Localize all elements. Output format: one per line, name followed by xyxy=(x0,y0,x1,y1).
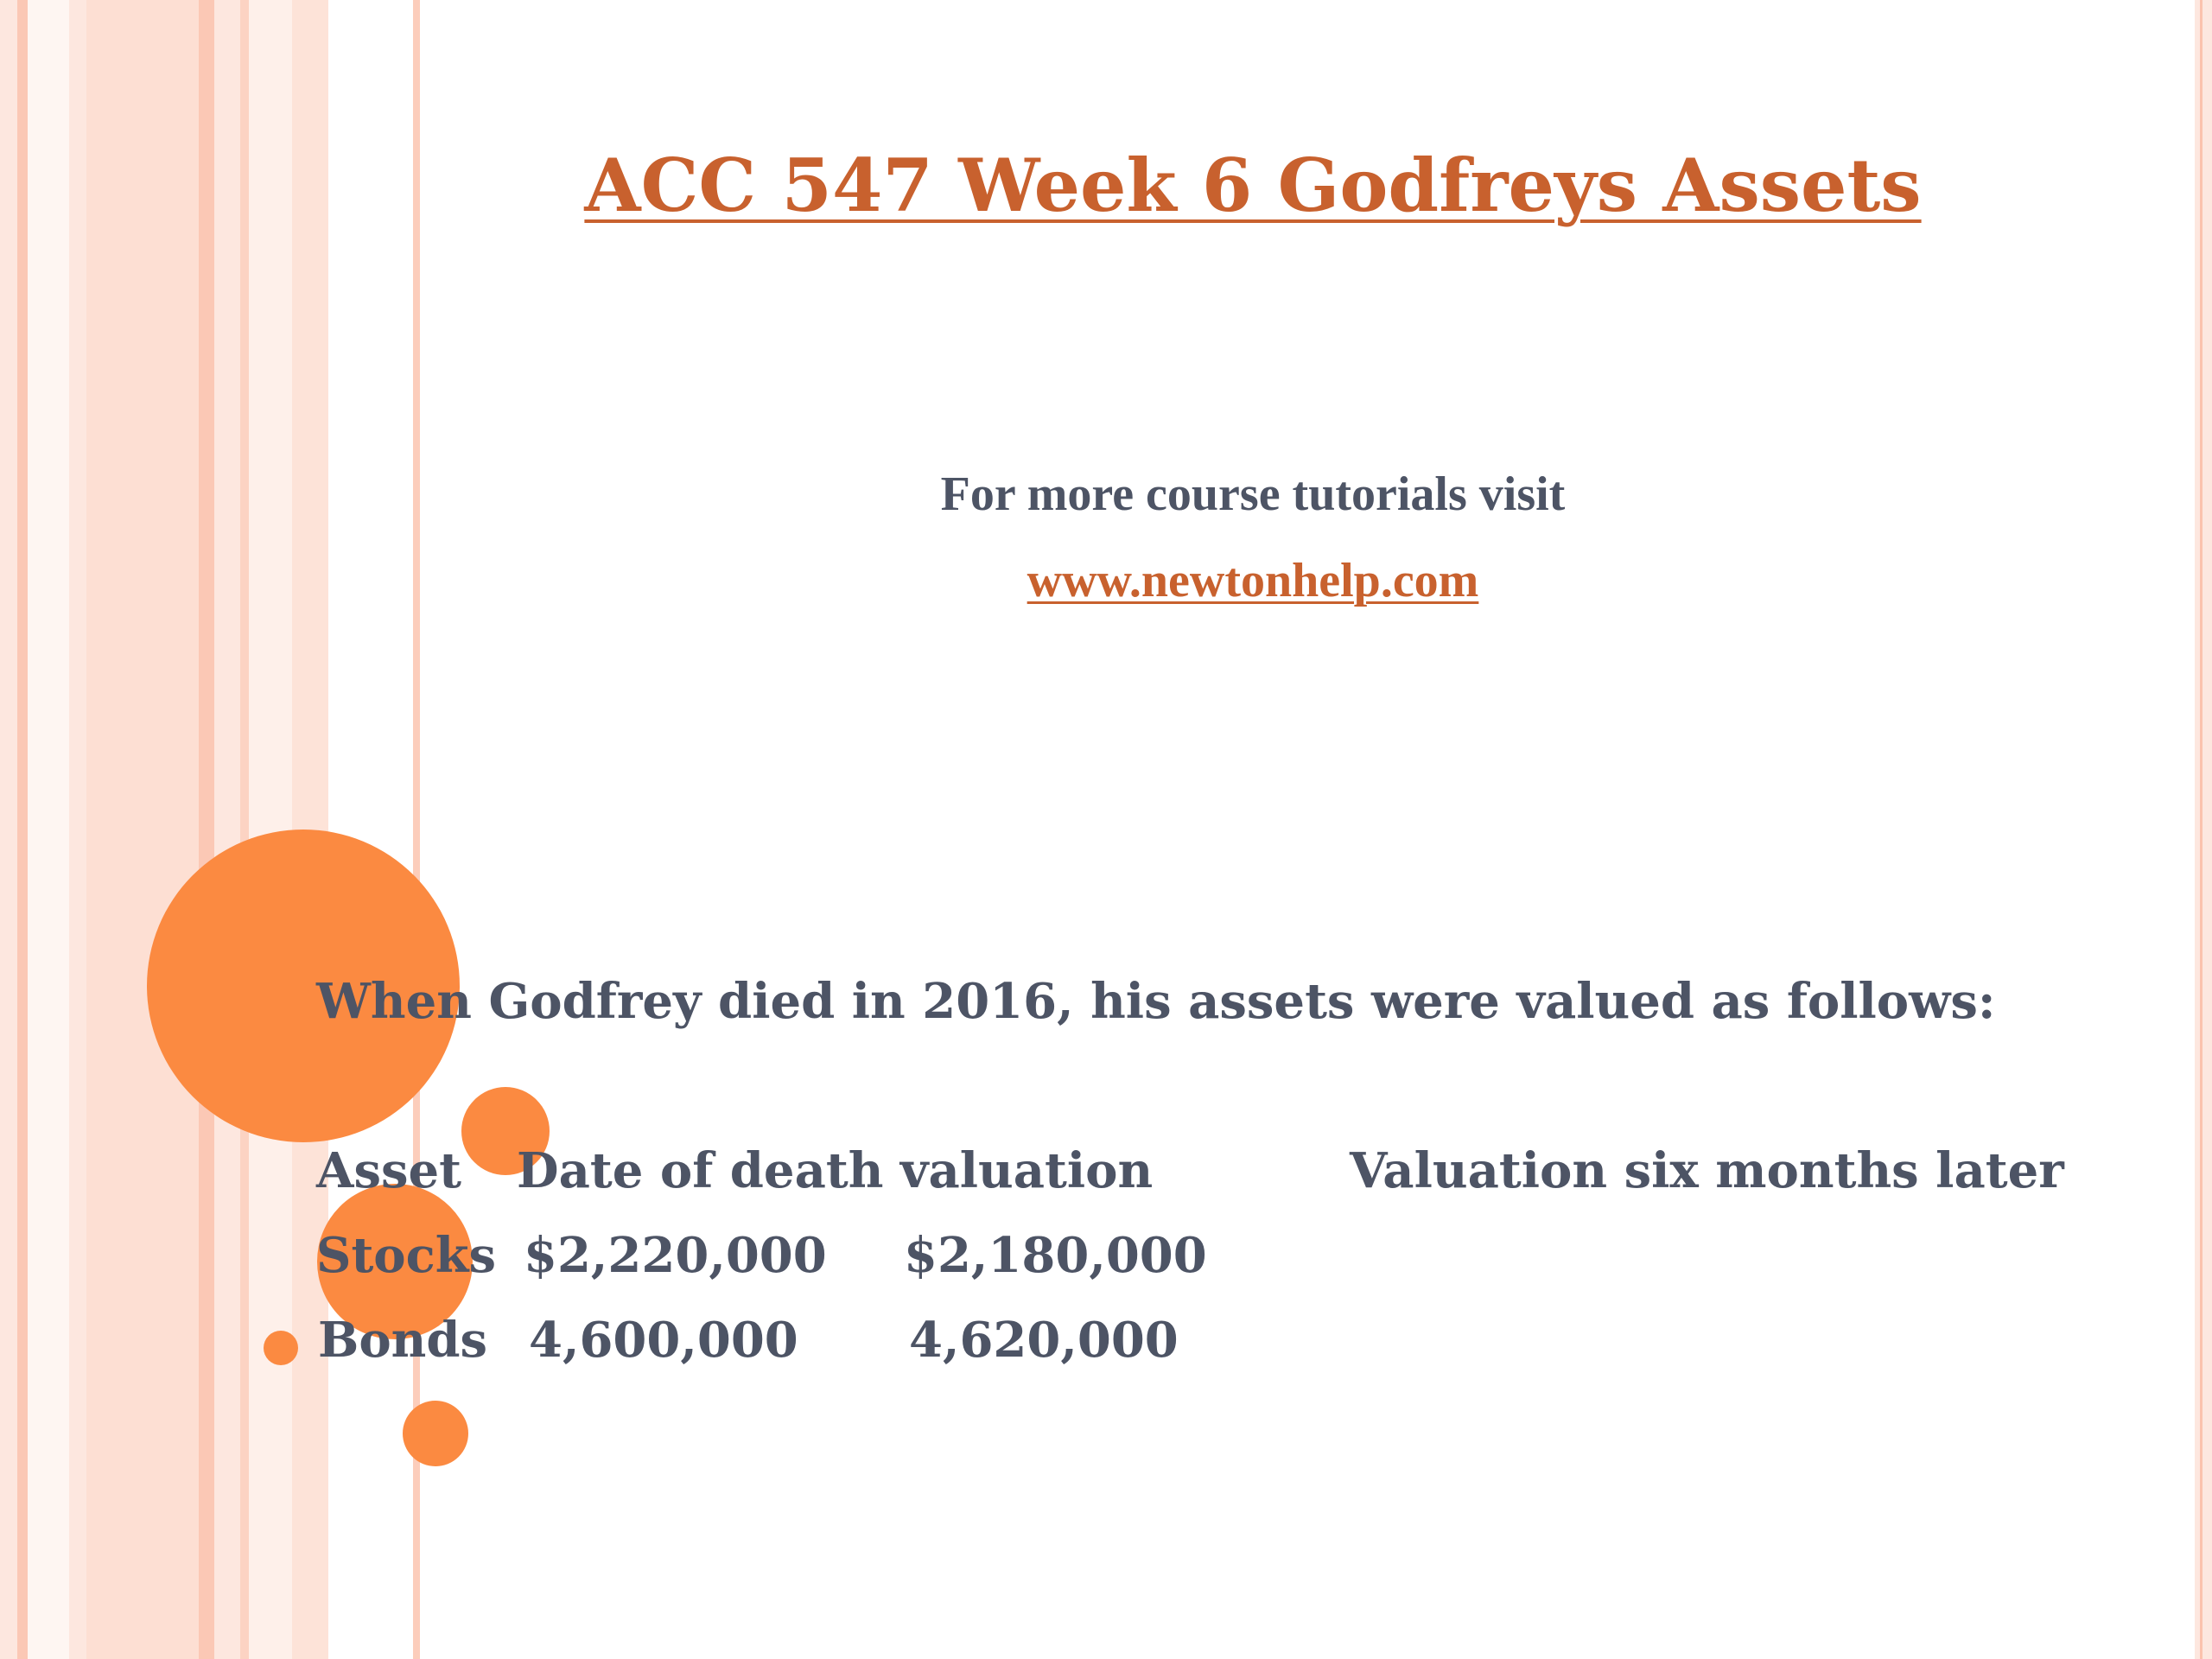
header-date-of-death: Date of death valuation xyxy=(517,1142,1154,1199)
header-six-months: Valuation six months later xyxy=(1350,1142,2064,1199)
tutorials-text: For more course tutorials visit xyxy=(940,467,1566,521)
row-stocks-later-value: $2,180,000 xyxy=(904,1227,1207,1284)
header-asset: Asset xyxy=(316,1142,461,1199)
slide-title: ACC 547 Week 6 Godfreys Assets xyxy=(584,143,1922,228)
row-stocks-asset: Stocks xyxy=(316,1227,497,1284)
left-stripe-wide xyxy=(86,0,199,1659)
right-stripe-line xyxy=(2200,0,2202,1659)
left-stripe-line xyxy=(240,0,249,1659)
row-bonds-later-value: 4,620,000 xyxy=(909,1312,1179,1369)
right-stripe-edge xyxy=(2195,0,2212,1659)
website-link[interactable]: www.newtonhelp.com xyxy=(1027,554,1479,607)
small-orange-circle xyxy=(403,1401,468,1466)
row-bonds-death-value: 4,600,000 xyxy=(529,1312,798,1369)
row-bonds-asset: Bonds xyxy=(318,1312,488,1369)
left-stripe-band xyxy=(69,0,86,1659)
intro-text: When Godfrey died in 2016, his assets were valued as follows: xyxy=(316,973,1996,1030)
left-stripe-pale xyxy=(249,0,292,1659)
left-stripe-band xyxy=(214,0,240,1659)
bullet-dot xyxy=(264,1331,298,1365)
left-stripe-line xyxy=(17,0,28,1659)
left-stripe-line xyxy=(199,0,214,1659)
row-stocks-death-value: $2,220,000 xyxy=(524,1227,827,1284)
left-stripe-gap xyxy=(28,0,69,1659)
left-stripe-band xyxy=(0,0,17,1659)
